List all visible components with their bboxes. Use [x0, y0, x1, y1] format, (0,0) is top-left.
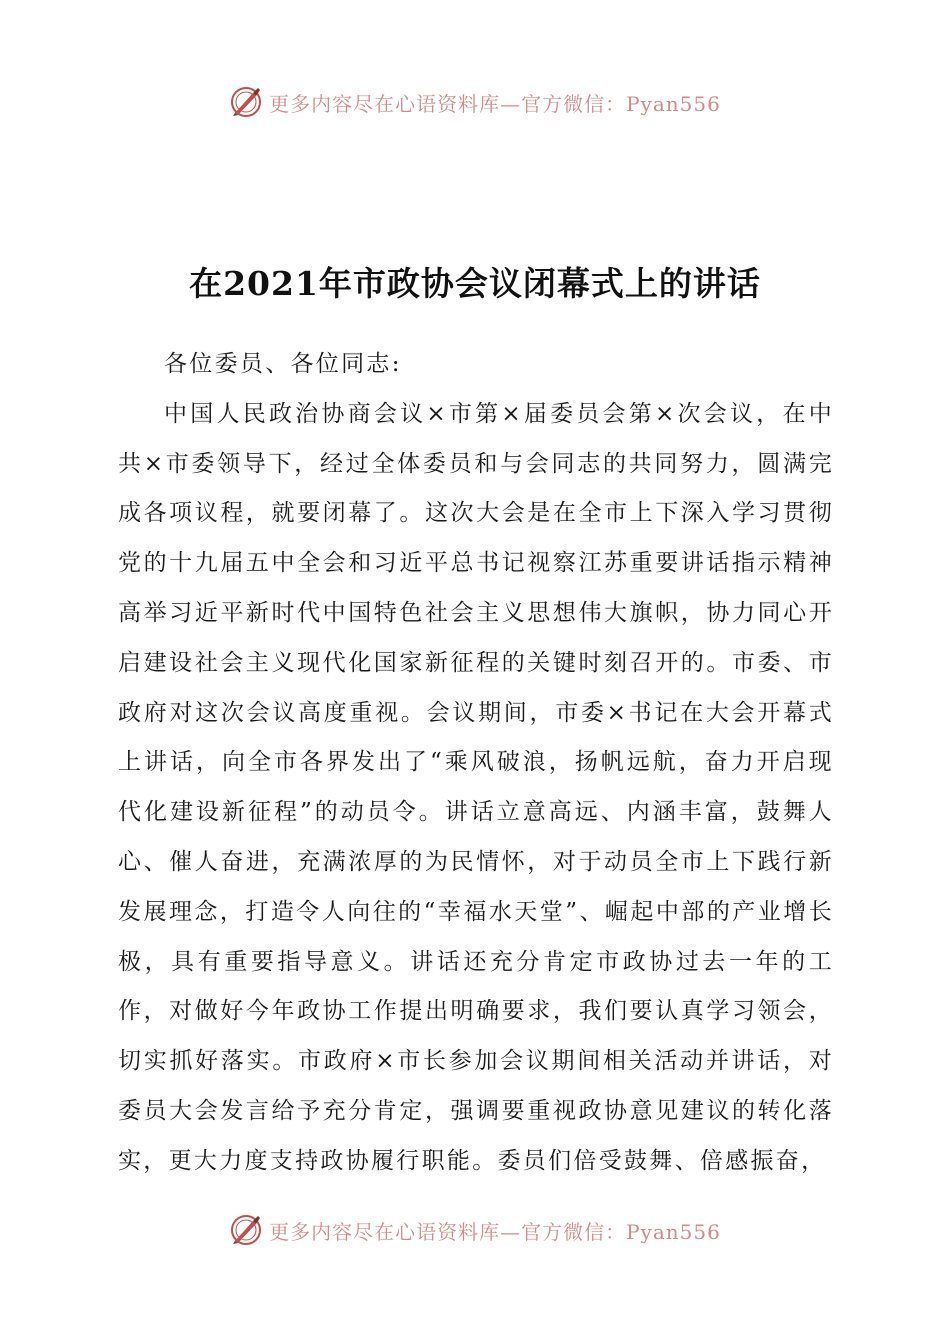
- pen-circle-logo-icon: [229, 1213, 263, 1247]
- header-watermark: [0, 82, 950, 122]
- footer-watermark: [0, 1210, 950, 1250]
- watermark-text: 更多内容尽在心语资料库—官方微信：Pyan556: [269, 91, 721, 116]
- watermark-text: 更多内容尽在心语资料库—官方微信：Pyan556: [269, 1219, 721, 1244]
- salutation: 各位委员、各位同志:: [164, 351, 402, 377]
- document-title: 在2021年市政协会议闭幕式上的讲话: [189, 264, 761, 303]
- document-body: [118, 340, 834, 1187]
- paragraph: 中国人民政治协商会议×市第×届委员会第×次会议，在中共×市委领导下，经过全体委员和与会同志的共同努力，圆满完成各项议程，就要闭幕了。这次大会是在全市上下深入学习贯彻党的十九届五中全会和习近平总书记视察江苏重要讲话指示精神高举习近平新时代中国特色社会主义思想伟大旗帜，协力同心开启建设社会主义现代化国家新征程的关键时刻召开的。市委、市政府对这次会议高度重视。会议期间，市委×书记在大会开幕式上讲话，向全市各界发出了“乘风破浪，扬帆远航，奋力开启现代化建设新征程”的动员令。讲话立意高远、内涵丰富，鼓舞人心、催人奋进，充满浓厚的为民情怀，对于动员全市上下践行新发展理念，打造令人向往的“幸福水天堂”、崛起中部的产业增长极，具有重要指导意义。讲话还充分肯定市政协过去一年的工作，对做好今年政协工作提出明确要求，我们要认真学习领会，切实抓好落实。市政府×市长参加会议期间相关活动并讲话，对委员大会发言给予充分肯定，强调要重视政协意见建议的转化落实，更大力度支持政协履行职能。委员们倍受鼓舞、倍感振奋，: [118, 400, 834, 1174]
- pen-circle-logo-icon: [229, 85, 263, 119]
